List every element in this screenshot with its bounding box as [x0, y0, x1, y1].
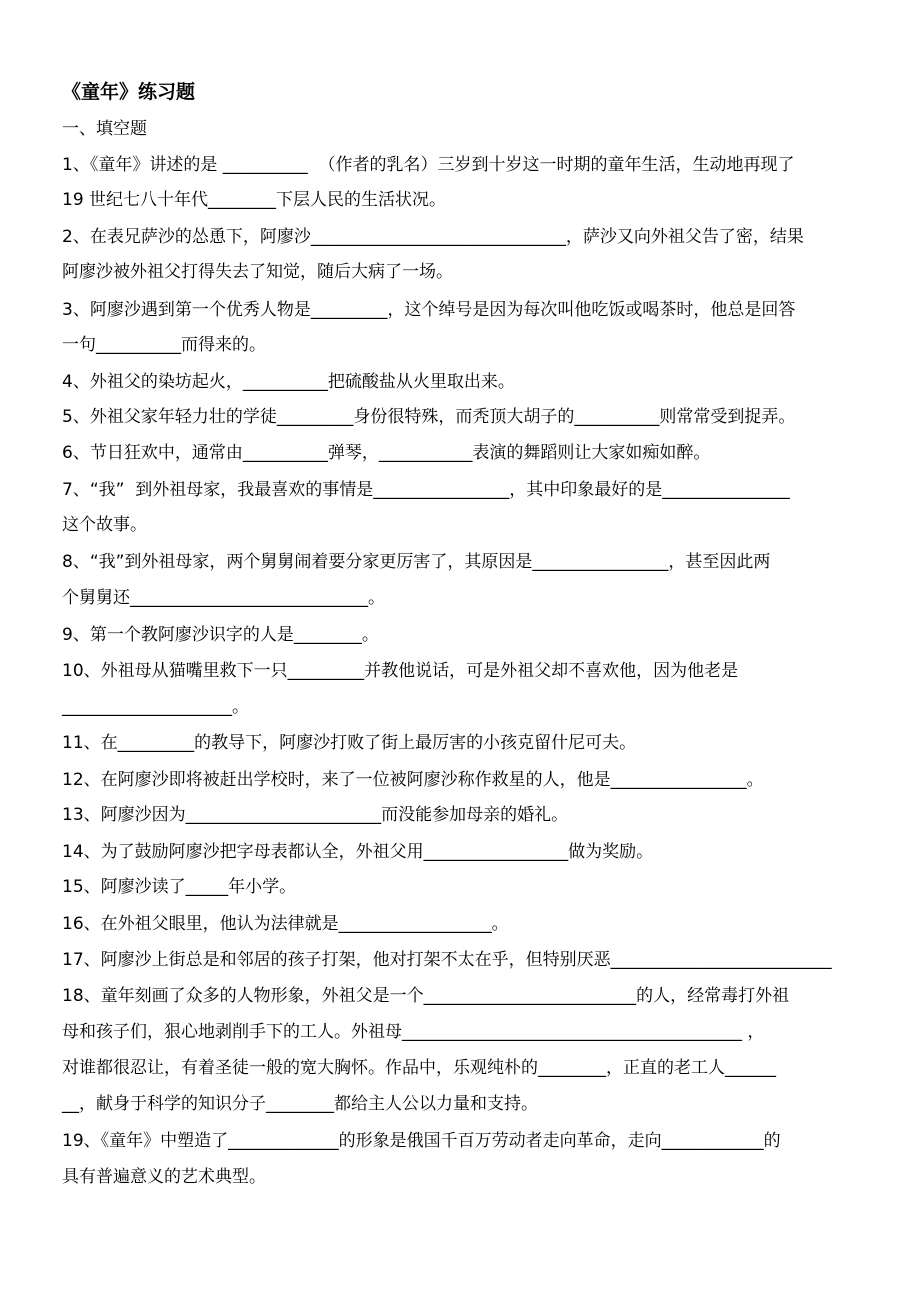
question-line: 6、节日狂欢中，通常由__________弹琴，___________表演的舞蹈则让大家如痴如醉。	[62, 443, 711, 463]
question-line: __，献身于科学的知识分子________都给主人公以力量和支持。	[62, 1094, 538, 1114]
question-line: 母和孩子们，狠心地剥削手下的工人。外祖母________________________________________ ，	[62, 1022, 765, 1042]
question-line: 具有普遍意义的艺术典型。	[62, 1167, 266, 1187]
question-line: ____________________。	[62, 697, 249, 717]
question-line: 18、童年刻画了众多的人物形象，外祖父是一个_________________________的人，经常毒打外祖	[62, 986, 790, 1006]
question-line: 个舅舅还____________________________。	[62, 588, 385, 608]
question-line: 1、《童年》讲述的是 __________ （作者的乳名）三岁到十岁这一时期的童年生活，生动地再现了	[62, 155, 795, 175]
question-line: 3、阿廖沙遇到第一个优秀人物是_________，这个绰号是因为每次叫他吃饭或喝茶时，他总是回答	[62, 300, 796, 320]
question-line: 2、在表兄萨沙的怂恿下，阿廖沙______________________________，萨沙又向外祖父告了密，结果	[62, 227, 804, 247]
question-line: 19、《童年》中塑造了_____________的形象是俄国千百万劳动者走向革命，走向____________的	[62, 1131, 781, 1151]
question-line: 8、“我”到外祖母家，两个舅舅闹着要分家更厉害了，其原因是________________，甚至因此两	[62, 552, 771, 572]
question-line: 16、在外祖父眼里，他认为法律就是__________________。	[62, 914, 509, 934]
question-line: 11、在_________的教导下，阿廖沙打败了街上最厉害的小孩克留什尼可夫。	[62, 733, 637, 753]
question-line: 4、外祖父的染坊起火，__________把硫酸盐从火里取出来。	[62, 372, 515, 392]
question-line: 对谁都很忍让，有着圣徒一般的宽大胸怀。作品中，乐观纯朴的________，正直的老工人______	[62, 1058, 776, 1078]
page-title: 《童年》练习题	[62, 81, 196, 103]
question-line: 这个故事。	[62, 515, 147, 535]
question-line: 14、为了鼓励阿廖沙把字母表都认全，外祖父用_________________做为奖励。	[62, 842, 654, 862]
question-line: 一句__________而得来的。	[62, 335, 266, 355]
section-heading: 一、填空题	[62, 119, 147, 139]
question-line: 12、在阿廖沙即将被赶出学校时，来了一位被阿廖沙称作救星的人，他是________________。	[62, 770, 764, 790]
question-line: 15、阿廖沙读了_____年小学。	[62, 877, 297, 897]
question-line: 19 世纪七八十年代________下层人民的生活状况。	[62, 190, 447, 210]
question-line: 7、“我” 到外祖母家，我最喜欢的事情是________________，其中印象最好的是_______________	[62, 480, 790, 500]
question-line: 17、阿廖沙上街总是和邻居的孩子打架，他对打架不太在乎，但特别厌恶__________________________	[62, 950, 832, 970]
question-line: 13、阿廖沙因为_______________________而没能参加母亲的婚礼。	[62, 805, 569, 825]
question-line: 阿廖沙被外祖父打得失去了知觉，随后大病了一场。	[62, 262, 453, 282]
question-line: 10、外祖母从猫嘴里救下一只_________并教他说话，可是外祖父却不喜欢他，因为他老是	[62, 661, 739, 681]
question-line: 9、第一个教阿廖沙识字的人是________。	[62, 625, 379, 645]
question-line: 5、外祖父家年轻力壮的学徒_________身份很特殊，而秃顶大胡子的__________则常常受到捉弄。	[62, 407, 796, 427]
